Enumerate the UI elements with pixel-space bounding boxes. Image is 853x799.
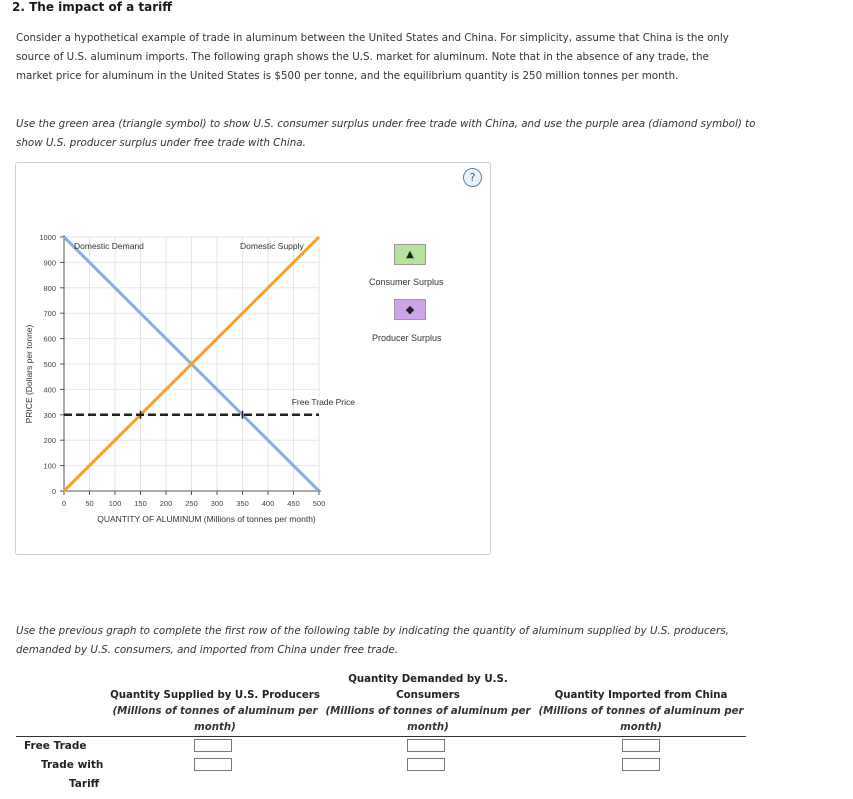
y-tick-label-400: 400 bbox=[43, 385, 56, 395]
y-tick-label-100: 100 bbox=[43, 461, 56, 471]
producer-surplus-label: Producer Surplus bbox=[372, 333, 442, 343]
table-instruction: Use the previous graph to complete the first row of the following table by indicating the quantity of aluminum supplied by U.S. producers, demanded by U.S. consumers, and imported from China under free trade. bbox=[16, 625, 729, 656]
col-header-imported bbox=[535, 688, 747, 736]
producer-surplus-tool[interactable] bbox=[394, 299, 426, 320]
col-supplied-units: (Millions of tonnes of aluminum per bbox=[112, 706, 318, 717]
row-label-free-trade: Free Trade bbox=[24, 740, 87, 752]
x-tick-label-250: 250 bbox=[185, 499, 198, 508]
x-tick-label-0: 0 bbox=[61, 499, 67, 508]
label-domestic-supply: Domestic Supply bbox=[240, 241, 304, 251]
y-tick-label-300: 300 bbox=[43, 410, 56, 420]
col-imported-title: Quantity Imported from China bbox=[554, 690, 728, 701]
y-tick-label-200: 200 bbox=[43, 436, 56, 446]
col-imported-units: (Millions of tonnes of aluminum per bbox=[538, 706, 744, 717]
tariff-supplied-input[interactable] bbox=[194, 758, 232, 771]
table-header-divider bbox=[16, 736, 746, 737]
x-axis-title: QUANTITY OF ALUMINUM (Millions of tonnes per month) bbox=[97, 514, 316, 524]
y-tick-label-900: 900 bbox=[43, 258, 56, 268]
intro-paragraph: Consider a hypothetical example of trade in aluminum between the United States and China. For simplicity, assume that China is the only source of U.S. aluminum imports. The following graph shows the U.S. market for aluminum. Note that in the absence of any trade, the market price for aluminum in the United States is $500 per tonne, and the equilibrium quantity is 250 million tonnes per month. bbox=[16, 32, 729, 82]
x-tick-label-400: 400 bbox=[261, 499, 275, 508]
y-tick-label-600: 600 bbox=[43, 334, 56, 344]
tariff-imported-input[interactable] bbox=[622, 758, 660, 771]
y-tick-label-0: 0 bbox=[51, 487, 56, 496]
y-tick-label-800: 800 bbox=[43, 283, 56, 293]
label-free-trade-price: Free Trade Price bbox=[291, 397, 355, 407]
free-trade-supplied-input[interactable] bbox=[194, 739, 232, 752]
col-header-supplied bbox=[106, 688, 324, 736]
x-tick-label-450: 450 bbox=[287, 499, 300, 508]
graph-instruction: Use the green area (triangle symbol) to show U.S. consumer surplus under free trade with China, and use the purple area (diamond symbol) to show U.S. producer surplus under free trade with China. bbox=[16, 118, 756, 149]
x-tick-label-200: 200 bbox=[159, 499, 173, 508]
x-tick-label-100: 100 bbox=[108, 499, 122, 508]
x-tick-label-300: 300 bbox=[210, 499, 224, 508]
triangle-icon: ▲ bbox=[406, 249, 414, 260]
tariff-demanded-input[interactable] bbox=[407, 758, 445, 771]
free-trade-imported-input[interactable] bbox=[622, 739, 660, 752]
col-demanded-title2: Consumers bbox=[396, 690, 460, 701]
consumer-surplus-label: Consumer Surplus bbox=[369, 277, 444, 287]
label-domestic-demand: Domestic Demand bbox=[74, 241, 144, 251]
col-demanded-units2: month) bbox=[407, 722, 449, 733]
y-tick-label-1000: 1000 bbox=[39, 233, 56, 242]
col-header-demanded bbox=[322, 672, 534, 736]
col-demanded-title: Quantity Demanded by U.S. bbox=[348, 674, 508, 685]
x-tick-label-350: 350 bbox=[236, 499, 249, 508]
x-tick-label-50: 50 bbox=[85, 499, 94, 508]
y-tick-label-500: 500 bbox=[43, 360, 56, 369]
free-trade-demanded-input[interactable] bbox=[407, 739, 445, 752]
x-tick-label-500: 500 bbox=[312, 499, 326, 508]
diamond-icon: ◆ bbox=[405, 303, 415, 316]
y-tick-label-700: 700 bbox=[43, 309, 56, 319]
page-title: 2. The impact of a tariff bbox=[12, 0, 172, 14]
col-imported-units2: month) bbox=[620, 722, 662, 733]
help-icon[interactable]: ? bbox=[463, 168, 482, 187]
col-demanded-units: (Millions of tonnes of aluminum per bbox=[325, 706, 531, 717]
col-supplied-title: Quantity Supplied by U.S. Producers bbox=[110, 690, 320, 701]
col-supplied-units2: month) bbox=[194, 722, 236, 733]
x-tick-label-150: 150 bbox=[134, 499, 147, 508]
row-label-tariff-line2: Tariff bbox=[69, 778, 100, 790]
y-axis-title: PRICE (Dollars per tonne) bbox=[24, 324, 34, 424]
row-label-tariff-line1: Trade with bbox=[41, 759, 104, 771]
consumer-surplus-tool[interactable] bbox=[394, 244, 426, 265]
